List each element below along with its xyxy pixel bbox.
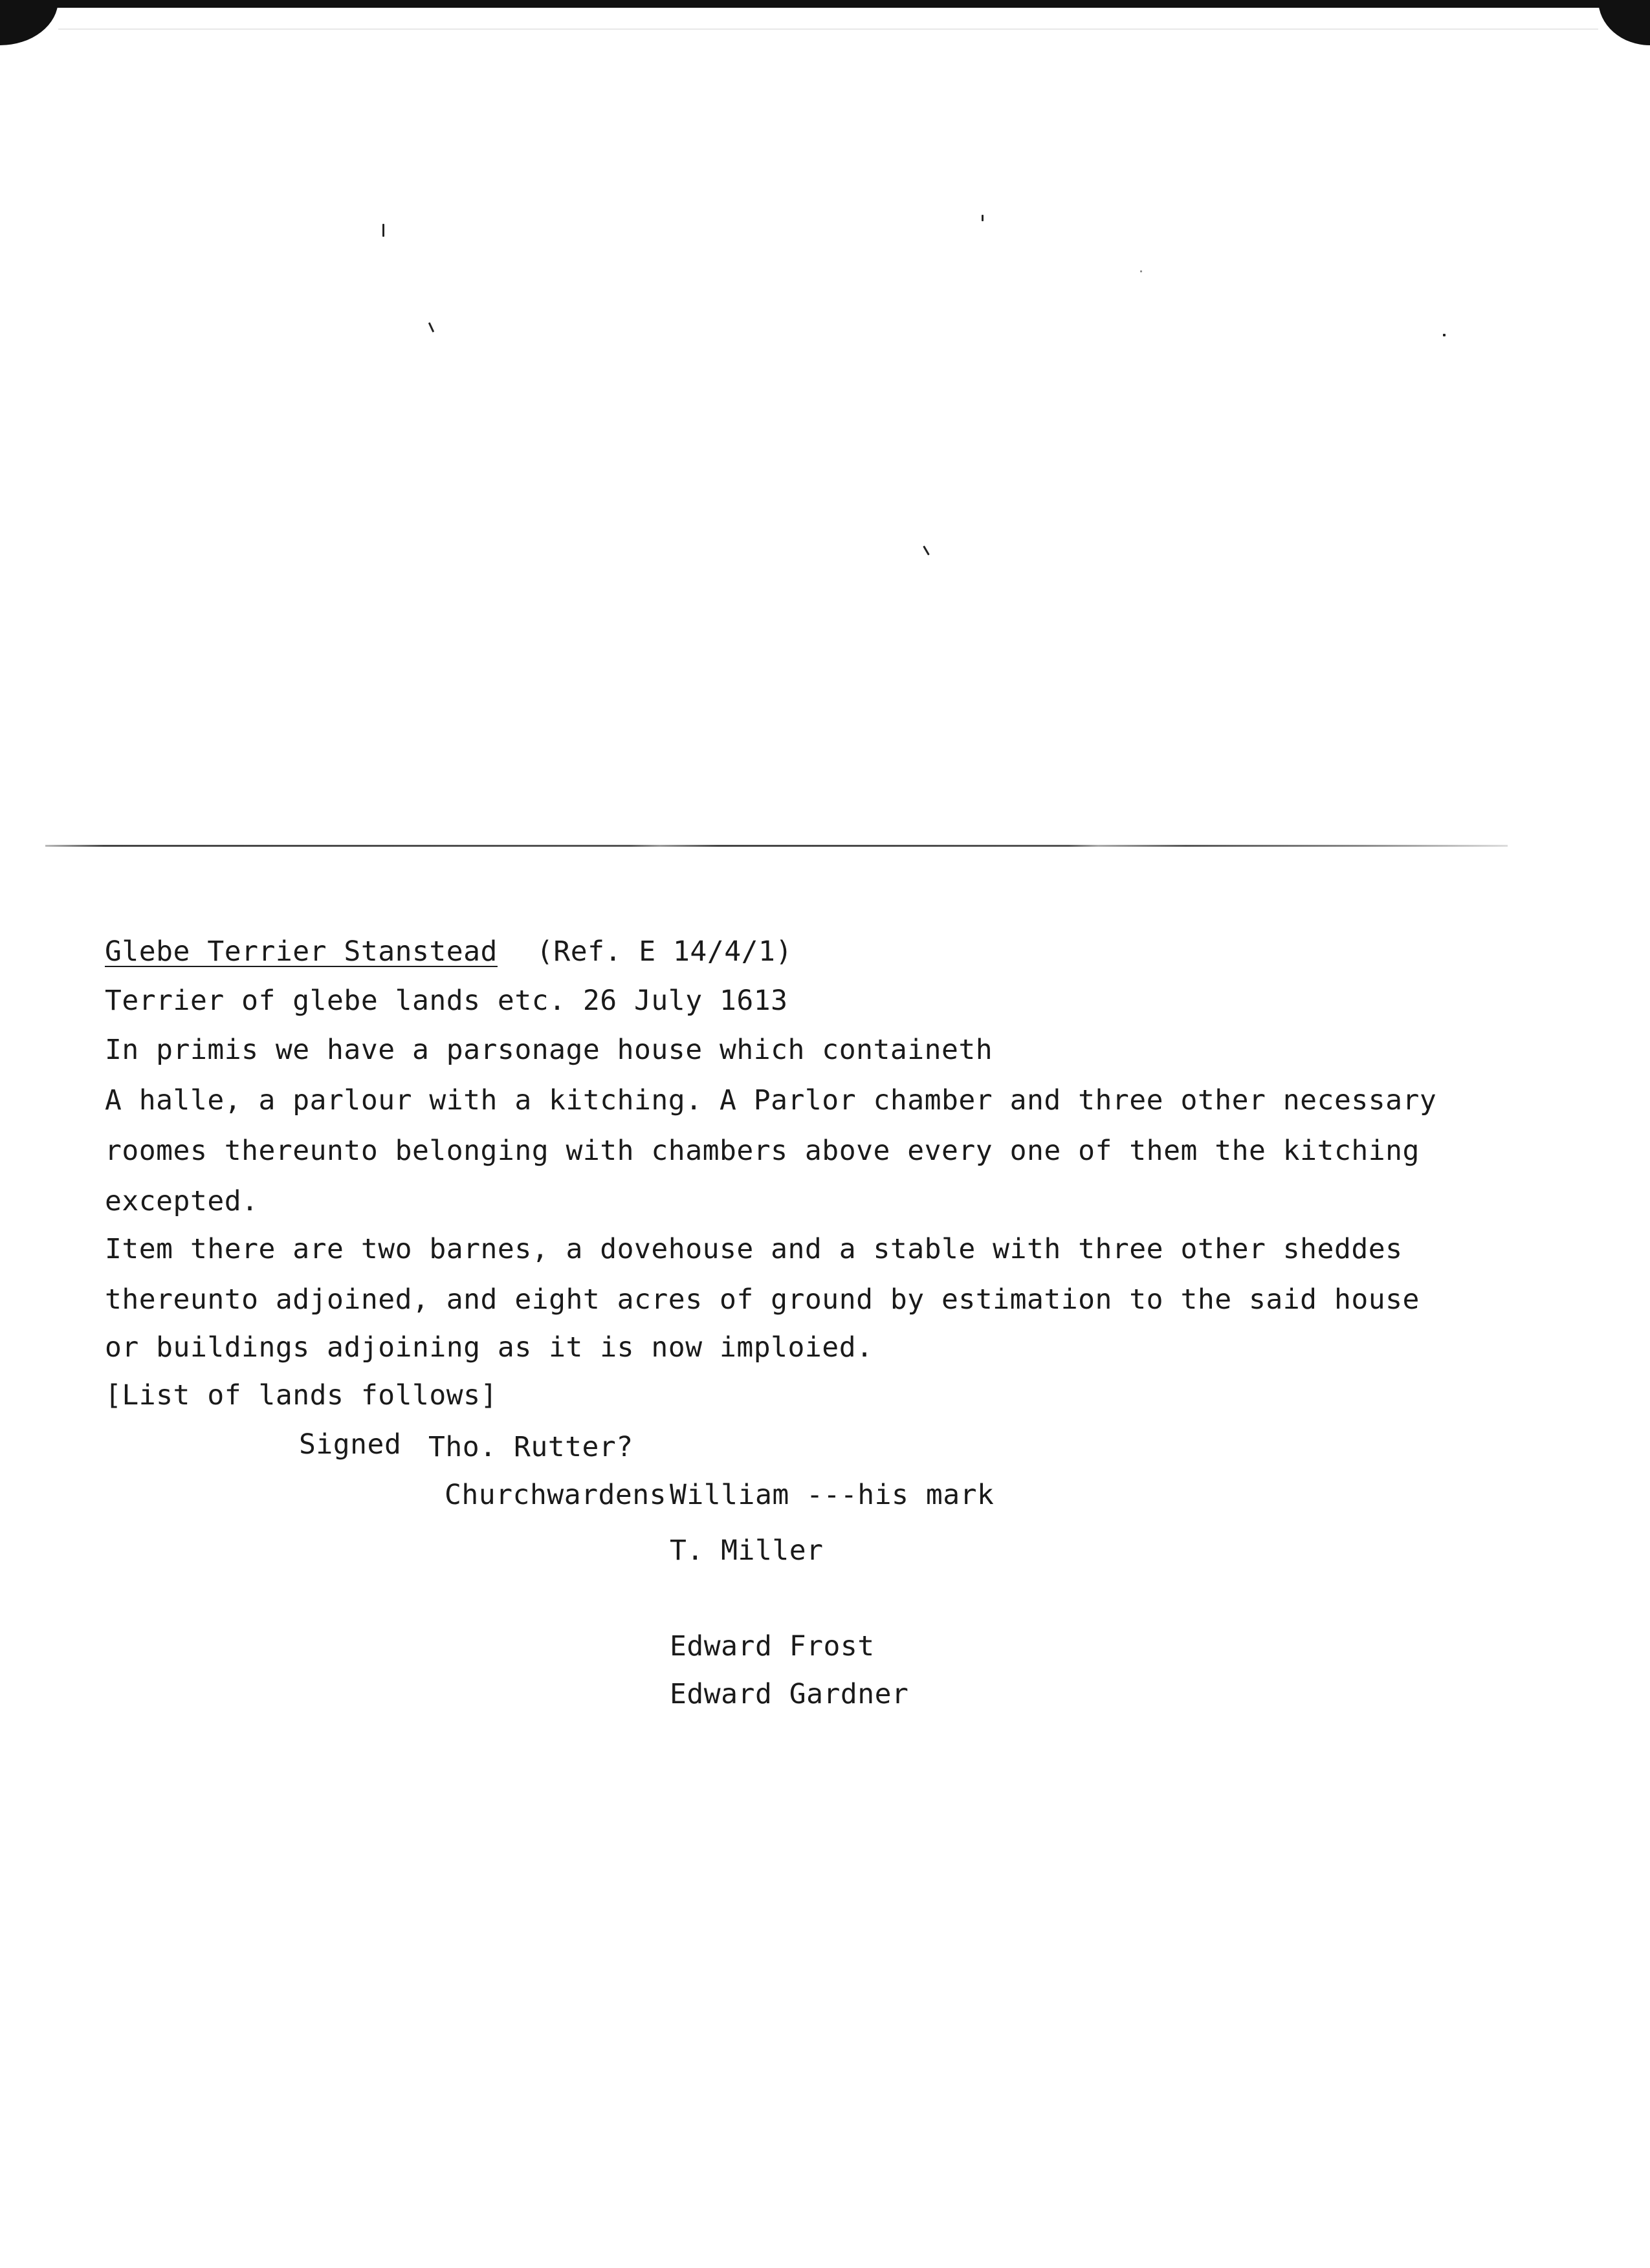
body-line: roomes thereunto belonging with chambers above every one of them the kitching bbox=[105, 1135, 1420, 1167]
document-title: Glebe Terrier Stanstead bbox=[105, 935, 498, 968]
churchwarden-name: T. Miller bbox=[670, 1534, 824, 1567]
churchwarden-name: William ---his mark bbox=[670, 1479, 995, 1511]
body-line: Item there are two barnes, a dovehouse and a stable with three other sheddes bbox=[105, 1233, 1403, 1265]
body-line: Terrier of glebe lands etc. 26 July 1613 bbox=[105, 985, 788, 1017]
scan-edge-corner-right bbox=[1598, 0, 1650, 45]
witness-name: Edward Gardner bbox=[670, 1678, 909, 1710]
fold-line bbox=[45, 845, 1508, 847]
body-line: thereunto adjoined, and eight acres of ground by estimation to the said house bbox=[105, 1283, 1420, 1316]
title-line bbox=[105, 935, 793, 968]
body-line: [List of lands follows] bbox=[105, 1379, 498, 1412]
signer-name: Tho. Rutter? bbox=[428, 1431, 633, 1463]
body-line: excepted. bbox=[105, 1185, 259, 1217]
scan-edge-top bbox=[0, 0, 1650, 8]
scan-edge-inner-line bbox=[58, 28, 1598, 30]
scan-speck bbox=[923, 545, 930, 555]
signed-label: Signed bbox=[299, 1428, 402, 1461]
scan-speck bbox=[382, 224, 384, 237]
scan-speck bbox=[428, 322, 434, 333]
body-line: or buildings adjoining as it is now imploied. bbox=[105, 1331, 874, 1364]
document-reference: (Ref. E 14/4/1) bbox=[536, 935, 793, 968]
scan-edge-corner-left bbox=[0, 0, 58, 45]
scan-speck bbox=[1443, 334, 1446, 336]
witness-name: Edward Frost bbox=[670, 1630, 875, 1663]
body-line: In primis we have a parsonage house which containeth bbox=[105, 1034, 993, 1066]
scan-speck bbox=[982, 215, 984, 221]
churchwardens-label: Churchwardens bbox=[445, 1479, 667, 1511]
body-line: A halle, a parlour with a kitching. A Parlor chamber and three other necessary bbox=[105, 1084, 1437, 1117]
scan-speck bbox=[1140, 270, 1142, 272]
